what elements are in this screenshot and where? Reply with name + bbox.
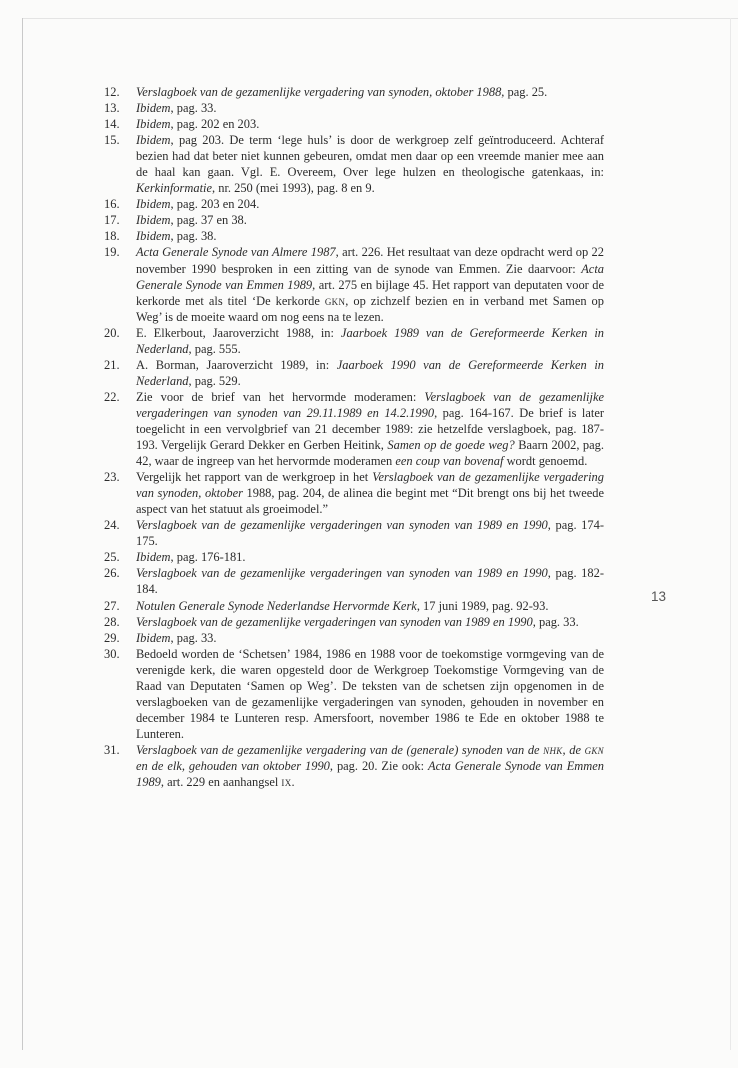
endnote-item xyxy=(104,565,604,597)
endnote-text xyxy=(136,229,217,243)
endnote-text xyxy=(136,470,604,516)
endnote-item xyxy=(104,325,604,357)
endnote-text-run: een coup van bovenaf xyxy=(395,454,504,469)
endnote-text-run: , pag. 555. xyxy=(188,341,241,356)
endnote-number: 31. xyxy=(104,742,120,757)
endnote-text-run: Bedoeld worden de ‘Schetsen’ 1984, 1986 en 1988 voor de toekomstige vormgeving van de verenigde kerk, die waren opgesteld door de Werkgroep Toekomstige Vormgeving van de Raad van Deputaten ‘Samen op Weg’. De teksten van de schetsen zijn opgenomen in de verslagboeken van de gezamenlijke vergaderingen van synoden, gehouden in november en december 1984 te Lunteren resp. Amersfoort, november 1986 te Ede en oktober 1988 te Lunteren. xyxy=(136,646,604,741)
endnote-text-run: 1988, pag. 204, de alinea die begint met “Dit brengt ons bij het tweede aspect van het statuut als groeimodel.” xyxy=(136,486,605,517)
endnote-text-run: Zie voor de brief van het hervormde moderamen: xyxy=(136,389,425,404)
endnote-text-run: Ibidem xyxy=(136,101,171,116)
endnote-text-run: Verslagboek van de gezamenlijke vergaderingen van synoden van 1989 en 1990 xyxy=(136,566,548,581)
endnote-item xyxy=(104,212,604,228)
endnote-text-run: Baarn 2002, pag. 42, waar de ingreep van het hervormde moderamen xyxy=(136,438,605,469)
endnote-text-run: , op zichzelf bezien en in verband met Samen op Weg’ is de moeite waard om nog eens na te lezen. xyxy=(136,293,604,324)
endnote-text xyxy=(136,213,247,227)
endnote-text xyxy=(136,101,217,115)
endnote-text xyxy=(136,615,579,629)
endnote-text-run: , pag. 182-184. xyxy=(136,566,604,597)
endnote-item xyxy=(104,100,604,116)
endnote-text-run: , pag. 176-181. xyxy=(170,550,246,565)
endnote-text-run: Acta Generale Synode van Emmen 1989 xyxy=(136,758,604,790)
endnote-number: 15. xyxy=(104,133,120,148)
endnote-number: 19. xyxy=(104,245,120,260)
endnote-text-run: Ibidem xyxy=(136,550,171,565)
endnote-text-run: , pag. 529. xyxy=(188,373,241,388)
endnote-number: 21. xyxy=(104,357,120,372)
endnote-text-run: pag. 25. xyxy=(504,85,548,99)
endnote-text-run: Kerkinformatie xyxy=(136,181,212,196)
endnote-text-run: Verslagboek van de gezamenlijke vergadering van de (generale) synoden van de xyxy=(136,742,544,757)
endnote-text-run: Ibidem xyxy=(136,197,171,212)
endnote-item xyxy=(104,116,604,132)
endnote-item xyxy=(104,196,604,212)
endnote-text-run: , nr. 250 (mei 1993), pag. 8 en 9. xyxy=(212,181,375,196)
endnote-number: 12. xyxy=(104,85,120,99)
endnote-number: 27. xyxy=(104,598,120,613)
endnote-text-run: , art. 226. Het resultaat van deze opdracht werd op 22 november 1990 besproken in een zitting van de synode van Emmen. Zie daarvoor: xyxy=(136,245,604,276)
endnote-text-run: Ibidem xyxy=(136,213,171,228)
endnote-text xyxy=(136,245,604,323)
endnote-text-run: Verslagboek van de gezamenlijke vergadering van synoden, oktober xyxy=(136,470,604,501)
endnote-number: 20. xyxy=(104,325,120,340)
endnote-text xyxy=(136,358,604,388)
endnote-item xyxy=(104,357,604,389)
endnote-number: 18. xyxy=(104,229,120,244)
endnote-number: 16. xyxy=(104,197,120,212)
endnote-text-run: , pag 203. De term ‘lege huls’ is door de werkgroep zelf geïntroduceerd. Achteraf bezien had dat beter niet kunnen gebeuren, omdat men daar op een vreemde manier mee aan de haal kan gaan. Vgl. E. Overeem, Over lege hulzen en theologische gatenkaas, in: xyxy=(136,133,604,180)
endnote-item xyxy=(104,132,604,196)
endnote-text xyxy=(136,133,604,195)
endnote-item xyxy=(104,598,604,614)
page-edge-right xyxy=(730,18,731,1050)
endnote-text-run: , pag. 33. xyxy=(532,614,579,629)
endnote-text-run: , 17 juni 1989, pag. 92-93. xyxy=(416,598,549,613)
endnote-number: 28. xyxy=(104,614,120,629)
endnote-text-run: Verslagboek van de gezamenlijke vergadering van synoden, oktober 1988, xyxy=(136,85,505,99)
endnote-text-run: Verslagboek van de gezamenlijke vergaderingen van synoden van 1989 en 1990 xyxy=(136,614,533,629)
endnote-text-run: , pag. 203 en 204. xyxy=(170,197,260,212)
endnote-text-run: Jaarboek 1989 van de Gereformeerde Kerken in Nederland xyxy=(136,325,604,356)
endnote-text-run: , pag. 33. xyxy=(170,101,217,116)
endnote-text-run: , art. 229 en aanhangsel xyxy=(160,775,282,790)
endnote-text-run: Verslagboek van de gezamenlijke vergaderingen van synoden van 29.11.1989 en 14.2.1990 xyxy=(136,389,604,420)
endnote-text-run: gkn xyxy=(324,293,346,308)
endnote-text xyxy=(136,550,246,564)
endnote-item xyxy=(104,469,604,517)
endnote-text-run: , pag. 164-167. De brief is later toegelicht in een vervolgbrief van 21 december 1989: zie hetzelfde verslagboek, pag. 187-193. Vergelijk Gerard Dekker en Gerben Heitink, xyxy=(136,405,604,453)
endnote-text-run: Ibidem xyxy=(136,117,171,132)
endnote-number: 24. xyxy=(104,518,120,533)
endnote-number: 14. xyxy=(104,117,120,132)
endnote-text-run: Acta Generale Synode van Emmen 1989 xyxy=(136,261,604,292)
endnote-text-run: , pag. 202 en 203. xyxy=(170,117,260,132)
endnote-text-run: Ibidem xyxy=(136,133,171,148)
endnote-text-run: nhk xyxy=(543,742,563,757)
endnote-text xyxy=(136,85,547,99)
endnote-text-run: , pag. 37 en 38. xyxy=(170,213,247,228)
endnote-number: 22. xyxy=(104,389,120,404)
endnote-text xyxy=(136,566,604,596)
endnote-number: 30. xyxy=(104,646,120,661)
endnote-text-run: Acta Generale Synode van Almere 1987 xyxy=(136,245,336,260)
endnote-text-run: wordt genoemd. xyxy=(503,454,588,469)
endnote-item xyxy=(104,742,604,790)
endnote-text-run: , art. 275 en bijlage 45. Het rapport van deputaten voor de kerkorde met als titel ‘De kerkorde xyxy=(136,277,605,308)
endnote-number: 17. xyxy=(104,213,120,228)
endnote-text-run: Ibidem xyxy=(136,630,171,645)
endnote-text xyxy=(136,599,548,613)
endnote-text xyxy=(136,117,259,131)
endnote-text xyxy=(136,390,604,468)
endnote-number: 13. xyxy=(104,101,120,116)
endnote-text-run: Verslagboek van de gezamenlijke vergaderingen van synoden van 1989 en 1990 xyxy=(136,518,548,533)
endnote-text-run: , pag. 38. xyxy=(170,229,217,244)
endnote-text-run: Vergelijk het rapport van de werkgroep in het xyxy=(136,470,373,485)
endnote-item xyxy=(104,549,604,565)
endnote-number: 29. xyxy=(104,630,120,645)
endnote-text xyxy=(136,197,259,211)
page-edge-top xyxy=(22,18,738,19)
endnote-item xyxy=(104,614,604,630)
page-number: 13 xyxy=(651,589,667,604)
endnote-text-run: , pag. 33. xyxy=(170,630,217,645)
endnote-item xyxy=(104,244,604,324)
endnote-text xyxy=(136,743,604,789)
endnote-text-run: Jaarboek 1990 van de Gereformeerde Kerken in Nederland xyxy=(136,357,604,388)
endnote-item xyxy=(104,389,604,469)
endnote-text-run: A. Borman, Jaaroverzicht 1989, in: xyxy=(136,357,337,372)
endnote-text-run: Notulen Generale Synode Nederlandse Hervormde Kerk xyxy=(136,598,417,613)
endnote-item xyxy=(104,630,604,646)
endnote-text-run: , pag. 174-175. xyxy=(136,518,604,549)
endnote-text xyxy=(136,326,604,356)
endnote-text-run: gkn xyxy=(584,742,604,757)
endnote-text-run: Samen op de goede weg? xyxy=(387,438,515,453)
endnote-text-run: . xyxy=(291,775,295,790)
endnote-text-run: , pag. 20. Zie ook: xyxy=(329,758,428,773)
endnote-text xyxy=(136,518,604,548)
endnote-number: 23. xyxy=(104,470,120,485)
endnote-item xyxy=(104,228,604,244)
endnote-text xyxy=(136,631,217,645)
page-edge-left xyxy=(22,18,23,1050)
endnote-item xyxy=(104,84,604,100)
endnote-number: 25. xyxy=(104,550,120,565)
endnotes-list xyxy=(104,84,604,790)
endnote-item xyxy=(104,517,604,549)
endnote-number: 26. xyxy=(104,566,120,581)
endnote-text-run: E. Elkerbout, Jaaroverzicht 1988, in: xyxy=(136,325,341,340)
endnote-item xyxy=(104,646,604,742)
endnote-text-run: , de xyxy=(562,742,585,757)
endnote-text xyxy=(136,647,604,741)
endnote-text-run: Ibidem xyxy=(136,229,171,244)
endnote-text-run: ix xyxy=(281,775,292,790)
endnote-text-run: en de elk, gehouden van oktober 1990 xyxy=(136,758,330,773)
